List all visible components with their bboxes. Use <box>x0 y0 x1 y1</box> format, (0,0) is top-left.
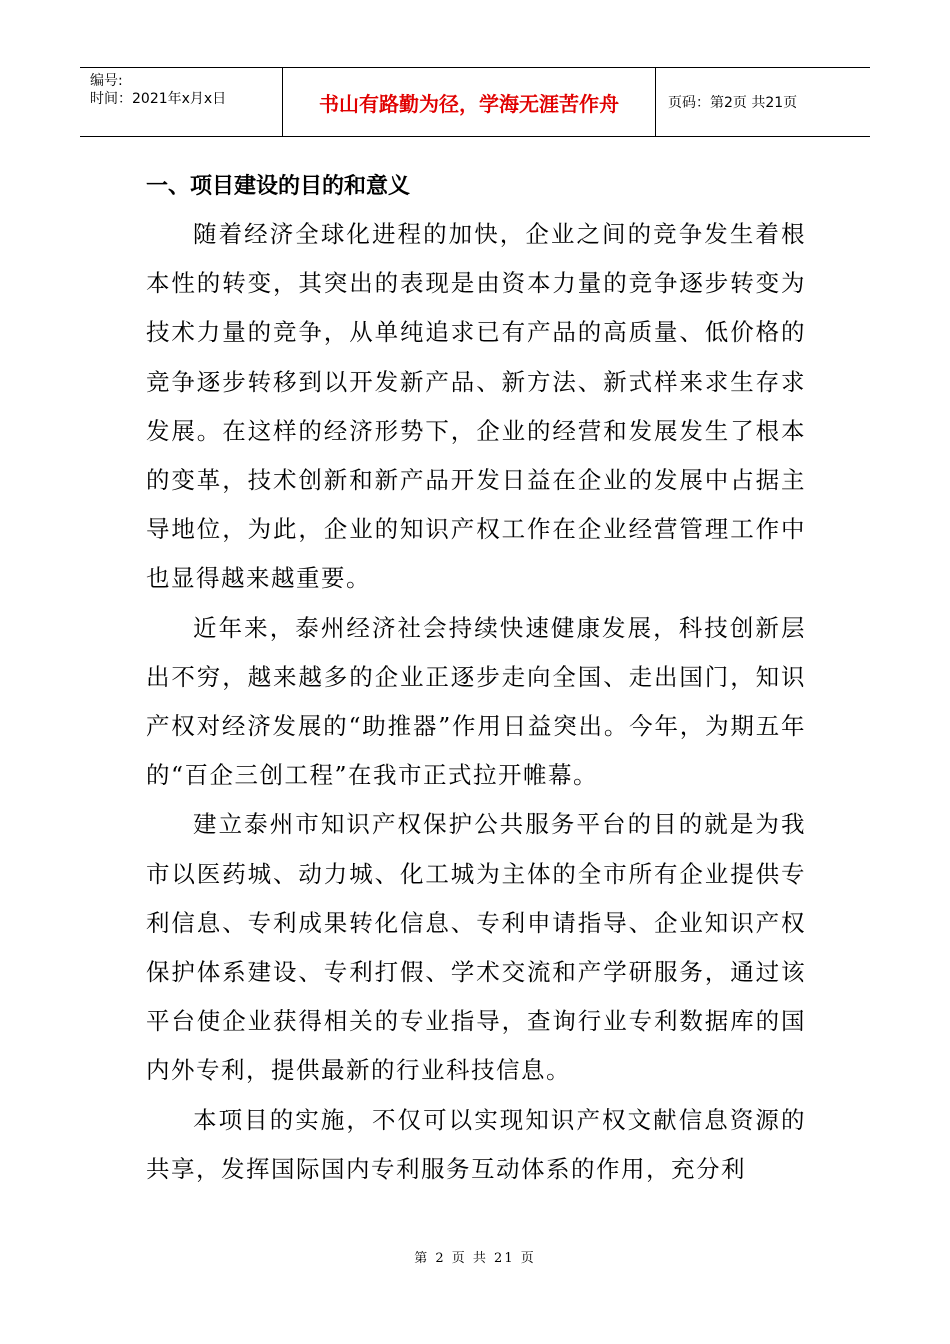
page-footer: 第 2 页 共 21 页 <box>414 1251 536 1266</box>
page-header <box>80 67 870 137</box>
header-meta <box>80 68 282 136</box>
paragraph-2: 近年来，泰州经济社会持续快速健康发展，科技创新层出不穷，越来越多的企业正逐步走向全国、走出国门，知识产权对经济发展的“助推器”作用日益突出。今年，为期五年的“百企三创工程”在我市正式拉开帷幕。 <box>146 613 806 790</box>
document-date: 时间：2021年x月x日 <box>90 91 227 107</box>
header-motto: 书山有路勤为径，学海无涯苦作舟 <box>282 68 656 136</box>
paragraph-4: 本项目的实施，不仅可以实现知识产权文献信息资源的共享，发挥国际国内专利服务互动体系的作用，充分利 <box>146 1105 806 1183</box>
section-heading: 一、项目建设的目的和意义 <box>146 174 411 199</box>
header-page-info: 页码：第2页 共21页 <box>668 95 798 111</box>
paragraph-3: 建立泰州市知识产权保护公共服务平台的目的就是为我市以医药城、动力城、化工城为主体的全市所有企业提供专利信息、专利成果转化信息、专利申请指导、企业知识产权保护体系建设、专利打假、学术交流和产学研服务，通过该平台使企业获得相关的专业指导，查询行业专利数据库的国内外专利，提供最新的行业科技信息。 <box>146 810 806 1085</box>
document-body <box>146 170 806 1194</box>
paragraph-1: 随着经济全球化进程的加快，企业之间的竞争发生着根本性的转变，其突出的表现是由资本力量的竞争逐步转变为技术力量的竞争，从单纯追求已有产品的高质量、低价格的竞争逐步转移到以开发新产品、新方法、新式样来求生存求发展。在这样的经济形势下，企业的经营和发展发生了根本的变革，技术创新和新产品开发日益在企业的发展中占据主导地位，为此，企业的知识产权工作在企业经营管理工作中也显得越来越重要。 <box>146 220 806 593</box>
document-number-label: 编号: <box>90 73 123 89</box>
